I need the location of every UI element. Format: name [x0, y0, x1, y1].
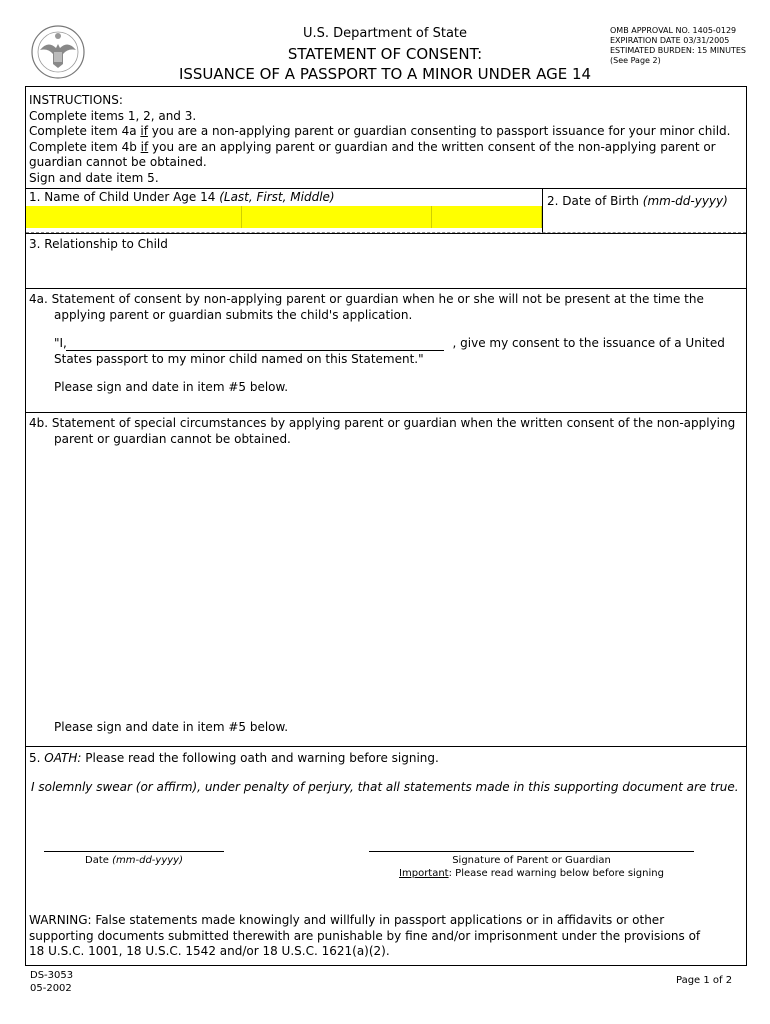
- form-number: DS-3053 05-2002: [30, 970, 74, 994]
- date-signature-line[interactable]: [44, 851, 224, 852]
- child-middle-name-field[interactable]: [432, 206, 542, 228]
- instructions: INSTRUCTIONS: Complete items 1, 2, and 3. Complete item 4a if you are a non-applying parent or guardian consenting to passport issuance for your minor child. Complete item 4b if you are an applying parent or guardian and the written consent of the non-applying parent or guardian cannot be obtained. Sign and date item 5.: [26, 93, 746, 186]
- oath-text: I solemnly swear (or affirm), under penalty of perjury, that all statements made in this supporting document are true.: [31, 780, 739, 794]
- relationship-field[interactable]: 3. Relationship to Child: [26, 233, 746, 288]
- consent-name-line[interactable]: [66, 350, 444, 351]
- omb-approval: OMB APPROVAL NO. 1405-0129 EXPIRATION DATE 03/31/2005 ESTIMATED BURDEN: 15 MINUTES (See Page 2): [610, 26, 746, 65]
- oath-label: 5. OATH: Please read the following oath and warning before signing.: [29, 751, 439, 765]
- date-label: Date (mm-dd-yyyy): [85, 855, 183, 866]
- item-5-section: [26, 746, 746, 967]
- parent-signature-line[interactable]: [369, 851, 694, 852]
- signature-label: Signature of Parent or Guardian: [452, 855, 611, 866]
- page-number: Page 1 of 2: [676, 975, 733, 986]
- instructions-heading: INSTRUCTIONS:: [29, 93, 123, 107]
- department-name: U.S. Department of State: [302, 26, 468, 41]
- item-4a-section: 4a. Statement of consent by non-applying parent or guardian when he or she will not be present at the time the applying parent or guardian submits the child's application. "I, , give my consent to the issuance of a United States passport to my minor child named on this Statement." Please sign and date in item #5 below.: [26, 288, 746, 412]
- form-title: STATEMENT OF CONSENT: ISSUANCE OF A PASSPORT TO A MINOR UNDER AGE 14: [178, 45, 592, 83]
- child-name-fields: [26, 206, 542, 228]
- item-4b-section[interactable]: 4b. Statement of special circumstances by applying parent or guardian when the written consent of the non-applying parent or guardian cannot be obtained. Please sign and date in item #5 below.: [26, 412, 746, 746]
- consent-form: [25, 86, 747, 966]
- important-note: Important: Please read warning below before signing: [399, 868, 664, 879]
- warning-text: WARNING: False statements made knowingly and willfully in passport applications or in affidavits or other supporting documents submitted therewith are punishable by fine and/or imprisonment under the provisions of 18 U.S.C. 1001, 18 U.S.C. 1542 and/or 18 U.S.C. 1621(a)(2).: [29, 913, 701, 958]
- date-of-birth-field[interactable]: 2. Date of Birth (mm-dd-yyyy): [547, 194, 728, 208]
- child-last-name-field[interactable]: [26, 206, 242, 228]
- child-first-name-field[interactable]: [242, 206, 432, 228]
- child-name-label: 1. Name of Child Under Age 14 (Last, First, Middle): [29, 190, 335, 204]
